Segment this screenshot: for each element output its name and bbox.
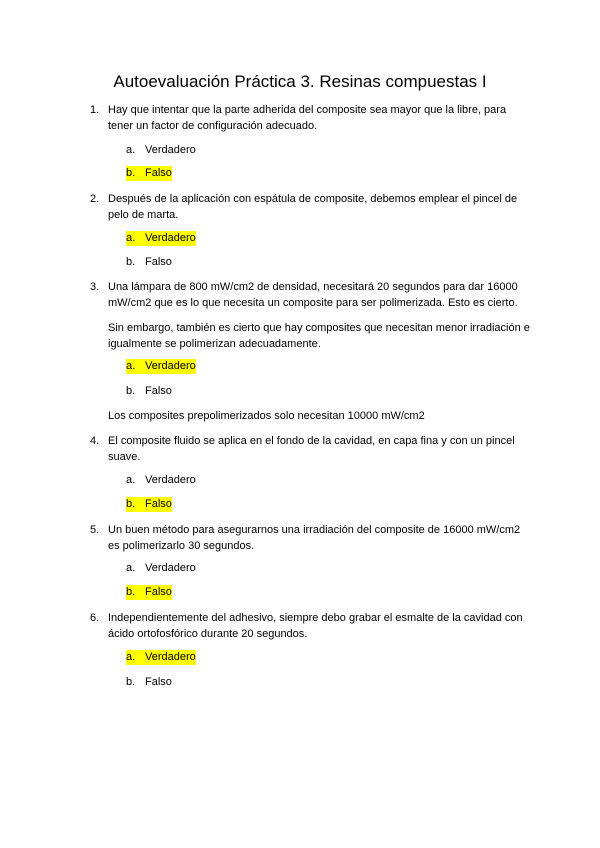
option-letter: a. xyxy=(126,474,136,486)
option-label: Falso xyxy=(145,586,172,598)
option-letter: a. xyxy=(126,144,136,156)
option-letter: a. xyxy=(126,360,136,372)
question-text: Hay que intentar que la parte adherida del composite sea mayor que la libre, para tener un factor de configuración adecuado. xyxy=(108,104,507,132)
option-label: Falso xyxy=(145,167,172,179)
question-2 xyxy=(90,191,530,223)
option-label: Verdadero xyxy=(145,474,196,486)
question-4 xyxy=(90,433,530,465)
option-label: Falso xyxy=(145,385,172,397)
question-number: 5. xyxy=(90,524,100,536)
question-number: 3. xyxy=(90,281,100,293)
option-letter: a. xyxy=(126,651,136,663)
question-text: Después de la aplicación con espátula de composite, debemos emplear el pincel de pelo de marta. xyxy=(108,193,518,221)
q6-option-a xyxy=(126,650,196,665)
option-letter: b. xyxy=(126,676,136,688)
q5-option-b xyxy=(126,585,172,600)
option-label: Falso xyxy=(145,256,172,268)
option-letter: a. xyxy=(126,562,136,574)
question-text: Independientemente del adhesivo, siempre debo grabar el esmalte de la cavidad con ácido ortofosfórico durante 20 segundos. xyxy=(108,612,523,640)
option-label: Verdadero xyxy=(145,232,196,244)
option-label: Verdadero xyxy=(145,562,196,574)
option-letter: a. xyxy=(126,232,136,244)
q2-option-a xyxy=(126,231,196,246)
question-5 xyxy=(90,522,530,554)
q2-option-b xyxy=(126,255,172,270)
option-label: Falso xyxy=(145,498,172,510)
question-text: El composite fluido se aplica en el fondo de la cavidad, en capa fina y con un pincel suave. xyxy=(108,435,515,463)
question-3 xyxy=(90,279,530,311)
q3-note: Los composites prepolimerizados solo necesitan 10000 mW/cm2 xyxy=(108,410,425,422)
question-number: 1. xyxy=(90,104,100,116)
question-6 xyxy=(90,610,530,642)
q3-option-b xyxy=(126,384,172,399)
q1-option-a xyxy=(126,143,196,158)
option-label: Falso xyxy=(145,676,172,688)
question-number: 2. xyxy=(90,193,100,205)
option-label: Verdadero xyxy=(145,360,196,372)
option-letter: b. xyxy=(126,385,136,397)
question-text: Una lámpara de 800 mW/cm2 de densidad, necesitará 20 segundos para dar 16000 mW/cm2 que es lo que necesita un composite para ser polimerizada. Esto es cierto. xyxy=(108,281,518,309)
option-letter: b. xyxy=(126,256,136,268)
option-letter: b. xyxy=(126,498,136,510)
q3-extra-paragraph: Sin embargo, también es cierto que hay composites que necesitan menor irradiación e igualmente se polimerizan adecuadamente. xyxy=(108,322,530,350)
option-letter: b. xyxy=(126,586,136,598)
q4-option-b xyxy=(126,497,172,512)
q5-option-a xyxy=(126,561,196,576)
option-letter: b. xyxy=(126,167,136,179)
option-label: Verdadero xyxy=(145,651,196,663)
question-1 xyxy=(90,102,530,134)
q3-option-a xyxy=(126,359,196,374)
question-text: Un buen método para asegurarnos una irradiación del composite de 16000 mW/cm2 es polimerizarlo 30 segundos. xyxy=(108,524,521,552)
page-title: Autoevaluación Práctica 3. Resinas compuestas I xyxy=(113,72,487,91)
question-number: 4. xyxy=(90,435,100,447)
option-label: Verdadero xyxy=(145,144,196,156)
q6-option-b xyxy=(126,675,172,690)
question-number: 6. xyxy=(90,612,100,624)
q1-option-b xyxy=(126,166,172,181)
q4-option-a xyxy=(126,473,196,488)
